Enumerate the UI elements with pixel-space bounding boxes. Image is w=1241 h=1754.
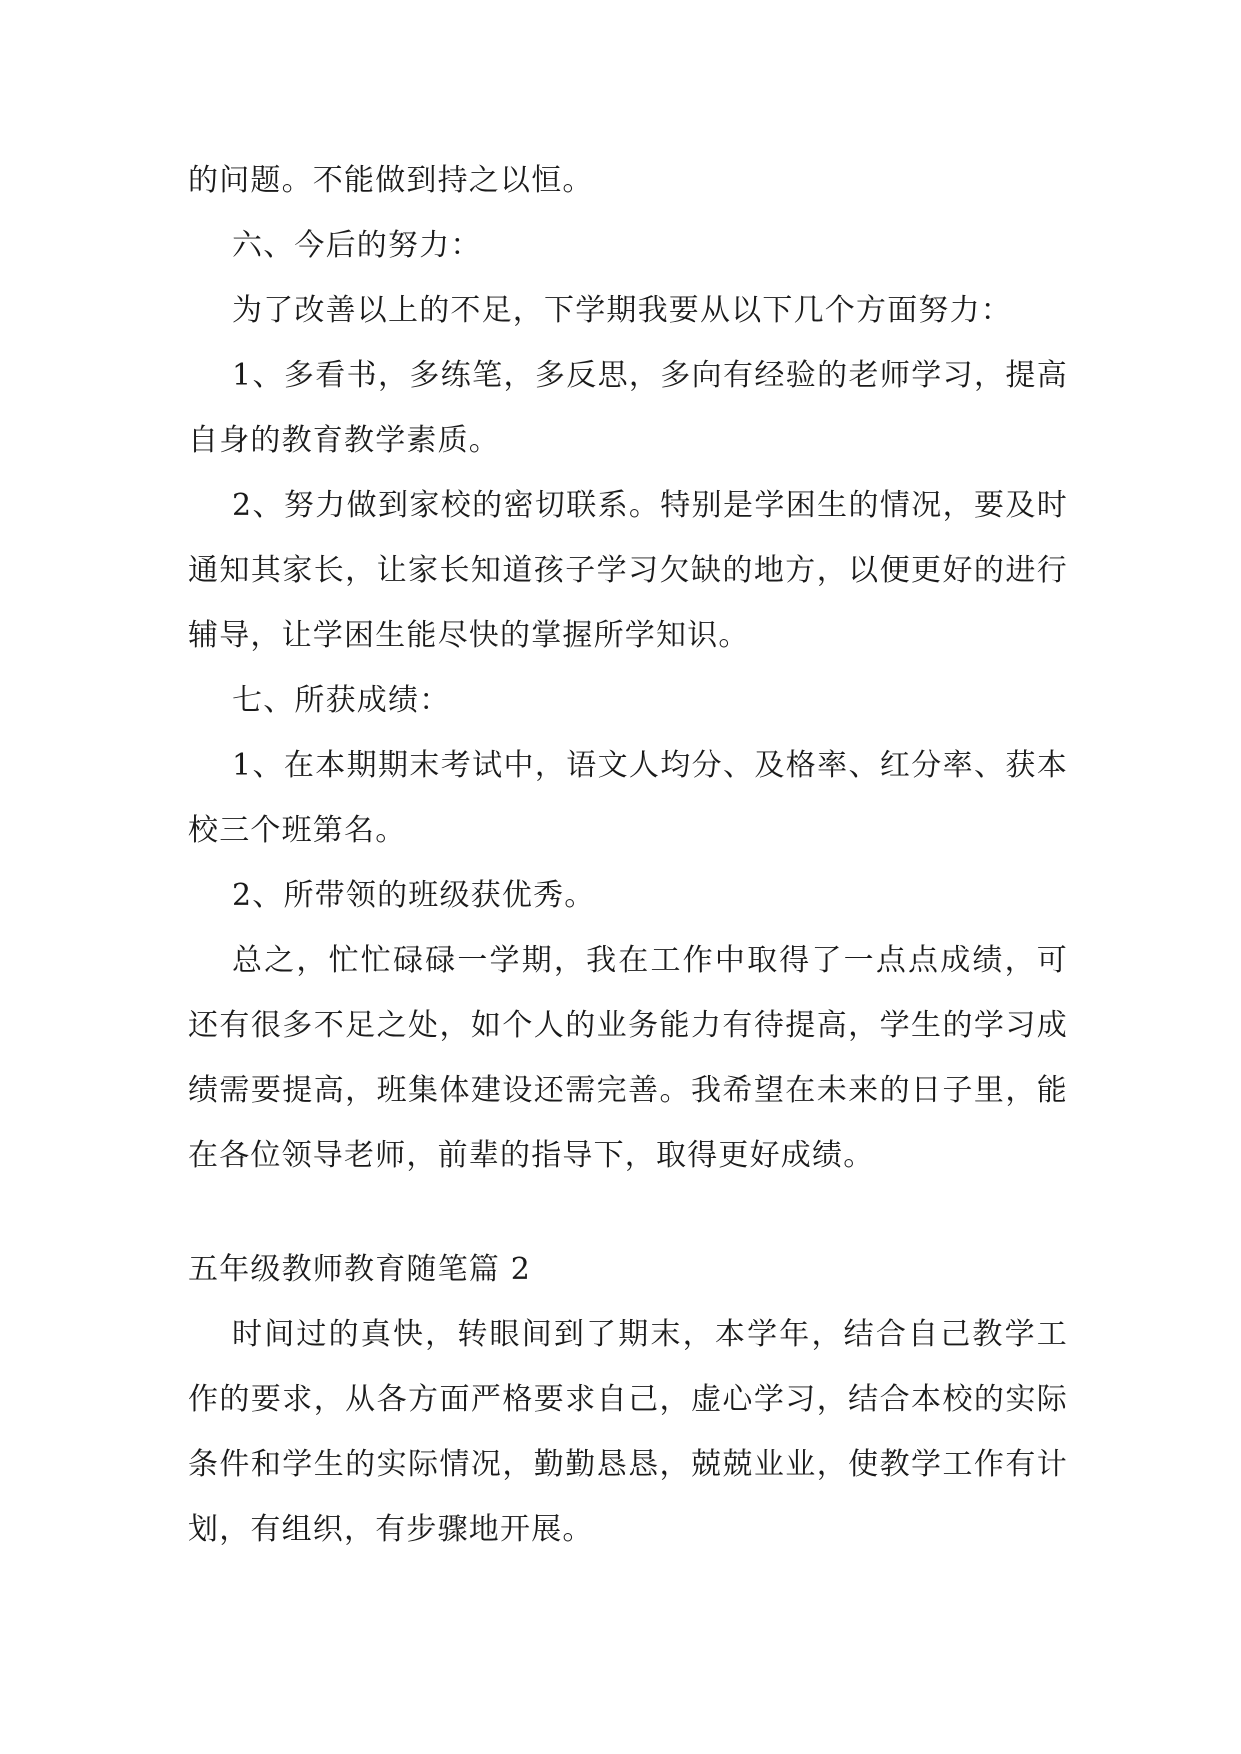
paragraph-achievement-item-1: 1、在本期期末考试中，语文人均分、及格率、红分率、获本校三个班第名。 — [188, 748, 1068, 848]
paragraph-improvement-item-2: 2、努力做到家校的密切联系。特别是学困生的情况，要及时通知其家长，让家长知道孩子学习欠缺的地方，以便更好的进行辅导，让学困生能尽快的掌握所学知识。 — [188, 488, 1068, 653]
heading-achievements: 七、所获成绩： — [232, 683, 451, 718]
document-body-top — [188, 148, 1068, 1188]
paragraph-achievement-item-2: 2、所带领的班级获优秀。 — [232, 878, 596, 913]
paragraph-section-2-intro: 时间过的真快，转眼间到了期末，本学年，结合自己教学工作的要求，从各方面严格要求自己，虚心学习，结合本校的实际条件和学生的实际情况，勤勤恳恳，兢兢业业，使教学工作有计划，有组织，有步骤地开展。 — [188, 1317, 1068, 1547]
heading-future-efforts: 六、今后的努力： — [232, 228, 482, 263]
section-title: 五年级教师教育随笔篇 2 — [188, 1252, 532, 1287]
document-body-bottom — [188, 1237, 1068, 1562]
paragraph-conclusion: 总之，忙忙碌碌一学期，我在工作中取得了一点点成绩，可还有很多不足之处，如个人的业务能力有待提高，学生的学习成绩需要提高，班集体建设还需完善。我希望在未来的日子里，能在各位领导老师，前辈的指导下，取得更好成绩。 — [188, 943, 1068, 1173]
paragraph-improvement-intro: 为了改善以上的不足，下学期我要从以下几个方面努力： — [232, 293, 1012, 328]
paragraph-improvement-item-1: 1、多看书，多练笔，多反思，多向有经验的老师学习，提高自身的教育教学素质。 — [188, 358, 1068, 458]
paragraph-continuation: 的问题。不能做到持之以恒。 — [188, 163, 594, 198]
